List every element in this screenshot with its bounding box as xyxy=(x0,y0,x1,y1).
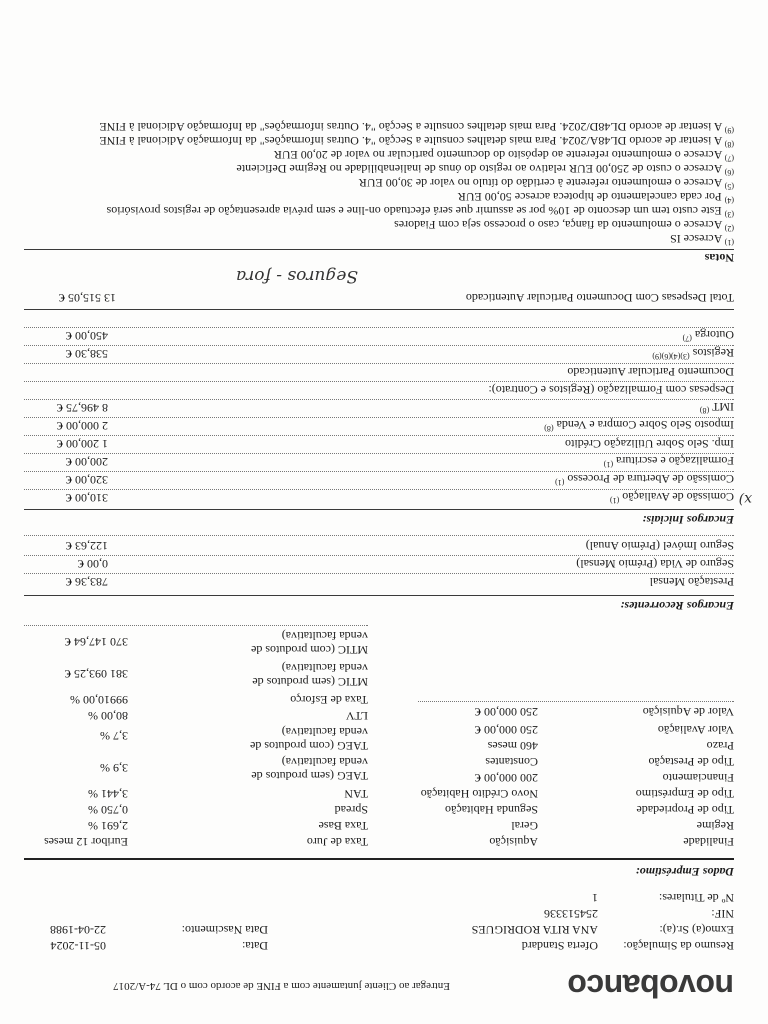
recorrentes-rule xyxy=(24,595,734,596)
dados-title: Dados Empréstimo: xyxy=(635,865,734,879)
comissao-avaliacao-note: (1) xyxy=(609,496,620,505)
nota-3 xyxy=(107,205,734,218)
outorga-row xyxy=(683,329,734,342)
comissao-abertura-label: Comissão de Abertura de Processo xyxy=(567,472,734,486)
notas-title: Notas xyxy=(704,251,734,265)
mtic-sem-value: 381 093,25 € xyxy=(65,667,128,681)
total-rule xyxy=(24,309,734,310)
spread-label: Spread xyxy=(334,803,368,817)
nota-7 xyxy=(274,149,734,162)
dados-right-dotted xyxy=(24,625,368,626)
regime-label: Regime xyxy=(696,819,734,833)
imp-selo-compra-row xyxy=(544,419,734,432)
row-divider xyxy=(24,573,734,574)
regime-value: Geral xyxy=(511,819,538,833)
finalidade-label: Finalidade xyxy=(683,835,734,849)
prestacao-mensal-value: 783,36 € xyxy=(66,575,108,589)
comissao-abertura-note: (1) xyxy=(555,478,565,487)
cliente-value: ANA RITA RODRIGUES xyxy=(471,923,598,937)
formalizacao-note: (1) xyxy=(603,460,614,469)
taxa-base-value: 2,691 % xyxy=(88,819,128,833)
esforco-value: 99910,00 % xyxy=(70,693,128,707)
row-divider xyxy=(24,417,734,418)
formalizacao-value: 200,00 € xyxy=(66,455,108,469)
ltv-label: LTV xyxy=(345,709,368,723)
imp-selo-compra-value: 2 000,00 € xyxy=(57,419,108,433)
imp-selo-compra-note: (8) xyxy=(544,424,554,433)
recorrentes-title: Encargos Recorrentes: xyxy=(620,599,734,613)
outorga-value: 450,00 € xyxy=(66,329,108,343)
data-label: Data: xyxy=(242,939,268,953)
cliente-label: Exmo(a) Sr.(a): xyxy=(659,923,734,937)
row-divider xyxy=(24,363,734,364)
comissao-abertura-row xyxy=(555,473,734,486)
nota-5-text: Acresce o emolumento referente à certidão do título no valor de 30,00 EUR xyxy=(358,176,723,190)
iniciais-rule xyxy=(24,509,734,510)
titulares-label: Nº de Titulares: xyxy=(658,891,734,905)
tan-label: TAN xyxy=(344,787,368,801)
dpa-label: Documento Particular Autenticado xyxy=(567,365,734,379)
notas-rule xyxy=(24,249,734,250)
imp-selo-credito-value: 1 200,00 € xyxy=(57,437,108,451)
row-divider xyxy=(24,555,734,556)
formalizacao-despesas-title: Despesas com Formalização (Registos e Contrato): xyxy=(488,383,734,397)
nascimento-value: 22-04-1988 xyxy=(50,923,106,937)
ltv-value: 80,00 % xyxy=(88,709,128,723)
resumo-value: Oferta Standard xyxy=(521,939,598,953)
aquisicao-label: Valor de Aquisição xyxy=(642,705,734,719)
nota-8-text: A isentar de acordo DL48A/2024. Para mais detalhes consulte a Secção "4. Outras informações" da Informação Adicional à FINE xyxy=(99,134,723,148)
nota-9 xyxy=(99,121,734,134)
seguro-vida-value: 0,00 € xyxy=(78,557,108,571)
nota-9-num: (9) xyxy=(724,126,734,135)
taeg-sem-label: TAEG (sem produtos de xyxy=(251,769,368,783)
emprestimo-label: Tipo de Empréstimo xyxy=(635,787,734,801)
mtic-com-value: 370 147,64 € xyxy=(65,635,128,649)
registos-row xyxy=(652,347,734,360)
nota-9-text: A isentar de acordo DL48D/2024. Para mais detalhes consulte a Secção "4. Outras informações" da Informação Adicional à FINE xyxy=(99,120,723,134)
mtic-sem-label: MTIC (sem produtos de xyxy=(252,675,368,689)
nota-3-num: (3) xyxy=(724,210,734,219)
propriedade-label: Tipo de Propriedade xyxy=(636,803,734,817)
comissao-avaliacao-label: Comissão de Avaliação xyxy=(622,490,734,504)
nota-3-text: Este custo tem um desconto de 10% por se assumir que será efectuado on-line e sem prévia apresentação de registos provisórios xyxy=(106,204,722,218)
dados-rule xyxy=(24,858,734,860)
seguro-imovel-value: 122,63 € xyxy=(66,539,108,553)
titulares-value: 1 xyxy=(592,891,598,905)
nota-6-text: Acresce o custo de 250,00 EUR relativo ao registo do ónus de inalienabilidade no Regime Deficiente xyxy=(236,162,723,176)
row-divider xyxy=(24,489,734,490)
nif-label: NIF: xyxy=(711,907,734,921)
nota-8 xyxy=(99,135,734,148)
taeg-com-value: 3,7 % xyxy=(100,729,128,743)
dados-left-dotted xyxy=(418,701,734,702)
comissao-avaliacao-row xyxy=(610,491,734,504)
row-divider xyxy=(24,345,734,346)
nota-5 xyxy=(359,177,734,190)
formalizacao-row xyxy=(604,455,734,468)
imp-selo-compra-label: Imposto Selo Sobre Compra e Venda xyxy=(556,418,734,432)
total-label: Total Despesas Com Documento Particular Autenticado xyxy=(465,291,734,305)
imt-value: 8 496,75 € xyxy=(57,401,108,415)
imt-row xyxy=(700,401,734,414)
row-divider xyxy=(24,471,734,472)
iniciais-title: Encargos Iniciais: xyxy=(642,513,734,527)
aquisicao-value: 250 000,00 € xyxy=(475,705,538,719)
spread-value: 0,750 % xyxy=(88,803,128,817)
nota-1-text: Acresce IS xyxy=(670,232,723,246)
avaliacao-label: Valor Avaliação xyxy=(657,723,734,737)
emprestimo-value: Novo Crédito Habitação xyxy=(420,787,538,801)
taeg-com-label2: venda facultativa) xyxy=(281,725,368,739)
imt-note: (8) xyxy=(699,406,710,415)
mtic-com-label2: venda facultativa) xyxy=(281,629,368,643)
finalidade-value: Aquisição xyxy=(489,835,538,849)
data-value: 05-11-2024 xyxy=(50,939,106,953)
tan-value: 3,441 % xyxy=(88,787,128,801)
esforco-label: Taxa de Esforço xyxy=(290,693,368,707)
handwritten-note: Seguros - fora xyxy=(236,266,358,286)
nota-2 xyxy=(394,219,734,232)
nota-7-num: (7) xyxy=(724,154,734,163)
nif-value: 254513336 xyxy=(544,907,598,921)
nascimento-label: Data Nascimento: xyxy=(181,923,268,937)
prazo-value: 460 meses xyxy=(487,739,538,753)
nota-1-num: (1) xyxy=(724,238,734,247)
propriedade-value: Segunda Habitação xyxy=(445,803,538,817)
delivery-notice: Entregar ao Cliente juntamente com a FINE de acordo com o DL 74-A/2017 xyxy=(113,980,450,992)
nota-6 xyxy=(236,163,734,176)
taxa-juro-label: Taxa de Juro xyxy=(306,835,368,849)
nota-6-num: (6) xyxy=(724,168,734,177)
imt-label: IMT xyxy=(712,400,734,414)
nota-7-text: Acresce o emolumento referente ao depósito do documento particular no valor de 20,00 EUR xyxy=(273,148,723,162)
resumo-label: Resumo da Simulação: xyxy=(623,939,734,953)
comissao-avaliacao-value: 310,00 € xyxy=(66,491,108,505)
taxa-base-label: Taxa Base xyxy=(318,819,368,833)
nota-8-num: (8) xyxy=(724,140,734,149)
outorga-note: (7) xyxy=(682,334,692,343)
seguro-vida-label: Seguro de Vida (Prémio Mensal) xyxy=(576,557,734,571)
mtic-sem-label2: venda facultativa) xyxy=(281,661,368,675)
nota-4-num: (4) xyxy=(724,196,734,205)
seguro-imovel-label: Seguro Imóvel (Prémio Anual) xyxy=(585,539,734,553)
total-value: 13 515,05 € xyxy=(59,291,116,305)
novobanco-logo: novobanco xyxy=(567,968,734,1004)
prestacao-tipo-label: Tipo de Prestação xyxy=(648,755,734,769)
prazo-label: Prazo xyxy=(706,739,734,753)
nota-4 xyxy=(458,191,734,204)
financiamento-value: 200 000,00 € xyxy=(475,771,538,785)
row-divider xyxy=(24,399,734,400)
row-divider xyxy=(24,535,734,536)
imp-selo-credito-label: Imp. Selo Sobre Utilização Crédito xyxy=(565,437,734,451)
financiamento-label: Financiamento xyxy=(662,771,734,785)
registos-value: 538,30 € xyxy=(66,347,108,361)
nota-2-text: Acresce o emolumento da fiança, caso o processo seja com Fiadores xyxy=(394,218,723,232)
row-divider xyxy=(24,435,734,436)
row-divider xyxy=(24,381,734,382)
nota-1 xyxy=(670,233,734,246)
prestacao-tipo-value: Constantes xyxy=(485,755,538,769)
mtic-com-label: MTIC (com produtos de xyxy=(251,643,368,657)
nota-2-num: (2) xyxy=(724,224,734,233)
taeg-sem-value: 3,9 % xyxy=(100,761,128,775)
registos-label: Registos xyxy=(692,346,734,360)
taxa-juro-value: Euribor 12 meses xyxy=(44,835,128,849)
formalizacao-label: Formalização e escritura xyxy=(616,454,734,468)
registos-note: (3)(4)(6)(9) xyxy=(652,352,690,361)
row-divider xyxy=(24,453,734,454)
taeg-com-label: TAEG (com produtos de xyxy=(249,739,368,753)
nota-4-text: Por cada cancelamento de hipoteca acresce 50,00 EUR xyxy=(457,190,722,204)
outorga-label: Outorga xyxy=(694,328,734,342)
row-divider xyxy=(24,327,734,328)
taeg-sem-label2: venda facultativa) xyxy=(281,755,368,769)
handwritten-check: x) xyxy=(738,491,752,507)
prestacao-mensal-label: Prestação Mensal xyxy=(649,575,734,589)
nota-5-num: (5) xyxy=(724,182,734,191)
avaliacao-value: 250 000,00 € xyxy=(475,723,538,737)
comissao-abertura-value: 320,00 € xyxy=(66,473,108,487)
